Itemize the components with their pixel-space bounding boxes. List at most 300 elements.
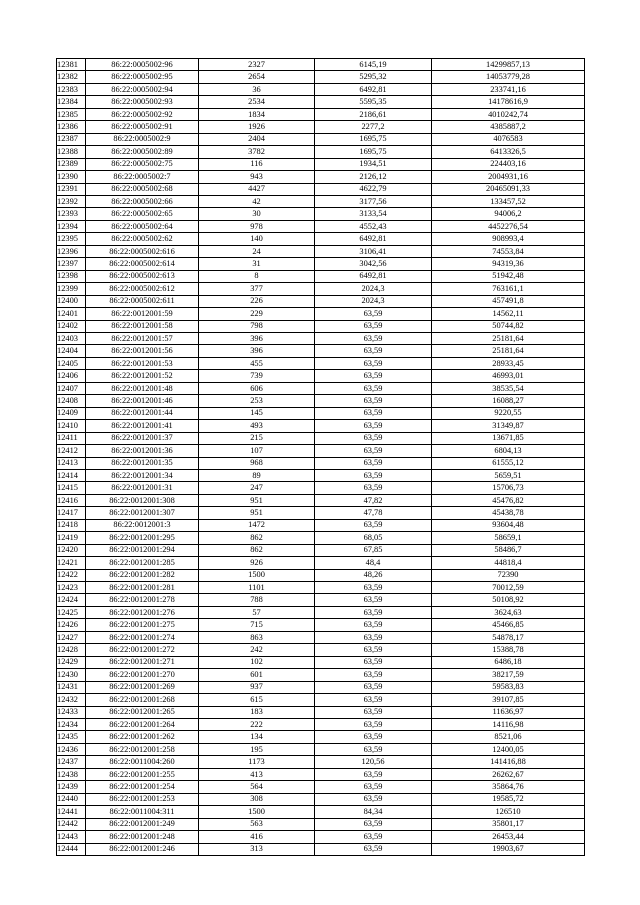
area-cell: 416	[199, 831, 315, 843]
unit-value-cell: 63,59	[315, 420, 432, 432]
cadastral-number-cell: 86:22:0005002:64	[86, 220, 199, 232]
table-row	[57, 457, 585, 469]
table-row	[57, 719, 585, 731]
cadastral-number-cell: 86:22:0012001:255	[86, 768, 199, 780]
table-row	[57, 793, 585, 805]
row-number-cell: 12415	[57, 482, 86, 494]
table-body	[57, 59, 585, 856]
area-cell: 1500	[199, 806, 315, 818]
unit-value-cell: 63,59	[315, 308, 432, 320]
cadastral-number-cell: 86:22:0012001:36	[86, 445, 199, 457]
cadastral-value-cell: 72390	[432, 569, 585, 581]
area-cell: 396	[199, 332, 315, 344]
row-number-cell: 12440	[57, 793, 86, 805]
row-number-cell: 12420	[57, 544, 86, 556]
table-row	[57, 83, 585, 95]
unit-value-cell: 63,59	[315, 793, 432, 805]
cadastral-value-cell: 133457,52	[432, 195, 585, 207]
cadastral-number-cell: 86:22:0011004:311	[86, 806, 199, 818]
cadastral-number-cell: 86:22:0012001:56	[86, 345, 199, 357]
area-cell: 308	[199, 793, 315, 805]
cadastral-number-cell: 86:22:0005002:75	[86, 158, 199, 170]
cadastral-value-cell: 14562,11	[432, 308, 585, 320]
cadastral-number-cell: 86:22:0005002:62	[86, 233, 199, 245]
area-cell: 615	[199, 694, 315, 706]
cadastral-number-cell: 86:22:0012001:248	[86, 831, 199, 843]
table-row	[57, 706, 585, 718]
table-row	[57, 59, 585, 71]
table-row	[57, 831, 585, 843]
cadastral-value-cell: 31349,87	[432, 420, 585, 432]
unit-value-cell: 63,59	[315, 594, 432, 606]
cadastral-value-cell: 14178616,9	[432, 96, 585, 108]
row-number-cell: 12385	[57, 108, 86, 120]
table-row	[57, 245, 585, 257]
unit-value-cell: 63,59	[315, 432, 432, 444]
area-cell: 134	[199, 731, 315, 743]
cadastral-number-cell: 86:22:0012001:295	[86, 532, 199, 544]
row-number-cell: 12394	[57, 220, 86, 232]
row-number-cell: 12389	[57, 158, 86, 170]
table-row	[57, 432, 585, 444]
table-row	[57, 681, 585, 693]
cadastral-number-cell: 86:22:0005002:92	[86, 108, 199, 120]
area-cell: 926	[199, 557, 315, 569]
unit-value-cell: 63,59	[315, 619, 432, 631]
cadastral-value-cell: 35864,76	[432, 781, 585, 793]
area-cell: 1500	[199, 569, 315, 581]
cadastral-number-cell: 86:22:0012001:269	[86, 681, 199, 693]
area-cell: 226	[199, 295, 315, 307]
row-number-cell: 12428	[57, 644, 86, 656]
table-row	[57, 270, 585, 282]
area-cell: 3782	[199, 146, 315, 158]
unit-value-cell: 63,59	[315, 332, 432, 344]
row-number-cell: 12390	[57, 171, 86, 183]
cadastral-number-cell: 86:22:0012001:308	[86, 494, 199, 506]
cadastral-number-cell: 86:22:0005002:94	[86, 83, 199, 95]
cadastral-value-cell: 8521,06	[432, 731, 585, 743]
row-number-cell: 12398	[57, 270, 86, 282]
area-cell: 102	[199, 656, 315, 668]
cadastral-value-cell: 13671,85	[432, 432, 585, 444]
row-number-cell: 12439	[57, 781, 86, 793]
table-row	[57, 731, 585, 743]
cadastral-number-cell: 86:22:0012001:268	[86, 694, 199, 706]
table-row	[57, 532, 585, 544]
row-number-cell: 12397	[57, 258, 86, 270]
area-cell: 564	[199, 781, 315, 793]
area-cell: 36	[199, 83, 315, 95]
table-row	[57, 320, 585, 332]
row-number-cell: 12423	[57, 582, 86, 594]
table-row	[57, 382, 585, 394]
cadastral-number-cell: 86:22:0012001:253	[86, 793, 199, 805]
cadastral-value-cell: 9220,55	[432, 407, 585, 419]
row-number-cell: 12430	[57, 669, 86, 681]
cadastral-number-cell: 86:22:0005002:7	[86, 171, 199, 183]
cadastral-number-cell: 86:22:0012001:278	[86, 594, 199, 606]
unit-value-cell: 48,26	[315, 569, 432, 581]
cadastral-value-cell: 25181,64	[432, 332, 585, 344]
cadastral-value-cell: 12400,05	[432, 743, 585, 755]
unit-value-cell: 47,78	[315, 507, 432, 519]
cadastral-value-cell: 93604,48	[432, 519, 585, 531]
cadastral-value-cell: 39107,85	[432, 694, 585, 706]
cadastral-value-cell: 908993,4	[432, 233, 585, 245]
cadastral-number-cell: 86:22:0012001:258	[86, 743, 199, 755]
unit-value-cell: 63,59	[315, 644, 432, 656]
row-number-cell: 12384	[57, 96, 86, 108]
table-row	[57, 233, 585, 245]
table-row	[57, 818, 585, 830]
unit-value-cell: 3042,56	[315, 258, 432, 270]
area-cell: 862	[199, 532, 315, 544]
row-number-cell: 12411	[57, 432, 86, 444]
unit-value-cell: 63,59	[315, 370, 432, 382]
area-cell: 788	[199, 594, 315, 606]
table-row	[57, 258, 585, 270]
area-cell: 951	[199, 507, 315, 519]
table-row	[57, 644, 585, 656]
cadastral-value-cell: 25181,64	[432, 345, 585, 357]
cadastral-number-cell: 86:22:0005002:612	[86, 283, 199, 295]
unit-value-cell: 1695,75	[315, 146, 432, 158]
table-row	[57, 146, 585, 158]
table-row	[57, 332, 585, 344]
area-cell: 57	[199, 606, 315, 618]
cadastral-value-cell: 35801,17	[432, 818, 585, 830]
cadastral-number-cell: 86:22:0012001:262	[86, 731, 199, 743]
area-cell: 253	[199, 395, 315, 407]
cadastral-number-cell: 86:22:0005002:96	[86, 59, 199, 71]
cadastral-value-cell: 74553,84	[432, 245, 585, 257]
cadastral-value-cell: 46993,01	[432, 370, 585, 382]
cadastral-value-cell: 38535,54	[432, 382, 585, 394]
row-number-cell: 12438	[57, 768, 86, 780]
cadastral-value-cell: 28933,45	[432, 357, 585, 369]
area-cell: 2327	[199, 59, 315, 71]
row-number-cell: 12393	[57, 208, 86, 220]
table-row	[57, 108, 585, 120]
unit-value-cell: 63,59	[315, 843, 432, 855]
unit-value-cell: 2024,3	[315, 283, 432, 295]
row-number-cell: 12404	[57, 345, 86, 357]
cadastral-number-cell: 86:22:0012001:285	[86, 557, 199, 569]
table-row	[57, 158, 585, 170]
area-cell: 229	[199, 308, 315, 320]
table-row	[57, 283, 585, 295]
unit-value-cell: 63,59	[315, 407, 432, 419]
area-cell: 1834	[199, 108, 315, 120]
area-cell: 862	[199, 544, 315, 556]
cadastral-value-cell: 224403,16	[432, 158, 585, 170]
cadastral-value-cell: 59583,83	[432, 681, 585, 693]
row-number-cell: 12433	[57, 706, 86, 718]
table-row	[57, 806, 585, 818]
table-row	[57, 469, 585, 481]
cadastral-number-cell: 86:22:0012001:35	[86, 457, 199, 469]
area-cell: 215	[199, 432, 315, 444]
unit-value-cell: 2024,3	[315, 295, 432, 307]
cadastral-value-cell: 45466,85	[432, 619, 585, 631]
table-row	[57, 494, 585, 506]
unit-value-cell: 5295,32	[315, 71, 432, 83]
area-cell: 8	[199, 270, 315, 282]
unit-value-cell: 63,59	[315, 719, 432, 731]
row-number-cell: 12412	[57, 445, 86, 457]
area-cell: 413	[199, 768, 315, 780]
cadastral-number-cell: 86:22:0012001:57	[86, 332, 199, 344]
row-number-cell: 12408	[57, 395, 86, 407]
table-row	[57, 631, 585, 643]
row-number-cell: 12400	[57, 295, 86, 307]
area-cell: 1926	[199, 121, 315, 133]
cadastral-number-cell: 86:22:0012001:294	[86, 544, 199, 556]
table-row	[57, 606, 585, 618]
cadastral-number-cell: 86:22:0012001:271	[86, 656, 199, 668]
cadastral-value-cell: 58659,1	[432, 532, 585, 544]
area-cell: 493	[199, 420, 315, 432]
row-number-cell: 12399	[57, 283, 86, 295]
row-number-cell: 12403	[57, 332, 86, 344]
area-cell: 943	[199, 171, 315, 183]
table-row	[57, 781, 585, 793]
cadastral-number-cell: 86:22:0012001:270	[86, 669, 199, 681]
cadastral-number-cell: 86:22:0012001:41	[86, 420, 199, 432]
cadastral-value-cell: 50744,82	[432, 320, 585, 332]
area-cell: 798	[199, 320, 315, 332]
cadastral-value-cell: 15388,78	[432, 644, 585, 656]
cadastral-number-cell: 86:22:0012001:34	[86, 469, 199, 481]
unit-value-cell: 63,59	[315, 345, 432, 357]
cadastral-number-cell: 86:22:0011004:260	[86, 756, 199, 768]
cadastral-value-cell: 4010242,74	[432, 108, 585, 120]
unit-value-cell: 2126,12	[315, 171, 432, 183]
unit-value-cell: 63,59	[315, 831, 432, 843]
table-row	[57, 768, 585, 780]
row-number-cell: 12388	[57, 146, 86, 158]
cadastral-value-cell: 6804,13	[432, 445, 585, 457]
cadastral-value-cell: 6486,18	[432, 656, 585, 668]
unit-value-cell: 63,59	[315, 469, 432, 481]
row-number-cell: 12406	[57, 370, 86, 382]
area-cell: 396	[199, 345, 315, 357]
unit-value-cell: 3177,56	[315, 195, 432, 207]
table-row	[57, 694, 585, 706]
cadastral-number-cell: 86:22:0012001:276	[86, 606, 199, 618]
area-cell: 377	[199, 283, 315, 295]
table-row	[57, 594, 585, 606]
area-cell: 89	[199, 469, 315, 481]
table-row	[57, 357, 585, 369]
table-row	[57, 843, 585, 855]
row-number-cell: 12427	[57, 631, 86, 643]
row-number-cell: 12434	[57, 719, 86, 731]
table-row	[57, 582, 585, 594]
unit-value-cell: 3133,54	[315, 208, 432, 220]
table-row	[57, 507, 585, 519]
unit-value-cell: 5595,35	[315, 96, 432, 108]
cadastral-value-cell: 2004931,16	[432, 171, 585, 183]
unit-value-cell: 67,85	[315, 544, 432, 556]
cadastral-number-cell: 86:22:0012001:37	[86, 432, 199, 444]
unit-value-cell: 63,59	[315, 681, 432, 693]
unit-value-cell: 63,59	[315, 320, 432, 332]
row-number-cell: 12441	[57, 806, 86, 818]
row-number-cell: 12431	[57, 681, 86, 693]
unit-value-cell: 2277,2	[315, 121, 432, 133]
area-cell: 2534	[199, 96, 315, 108]
area-cell: 968	[199, 457, 315, 469]
cadastral-number-cell: 86:22:0012001:53	[86, 357, 199, 369]
cadastral-value-cell: 51942,48	[432, 270, 585, 282]
table-row	[57, 569, 585, 581]
cadastral-value-cell: 15706,73	[432, 482, 585, 494]
unit-value-cell: 63,59	[315, 519, 432, 531]
table-row	[57, 96, 585, 108]
row-number-cell: 12437	[57, 756, 86, 768]
cadastral-value-cell: 14299857,13	[432, 59, 585, 71]
row-number-cell: 12418	[57, 519, 86, 531]
cadastral-number-cell: 86:22:0012001:254	[86, 781, 199, 793]
unit-value-cell: 6492,81	[315, 270, 432, 282]
cadastral-value-cell: 4385887,2	[432, 121, 585, 133]
row-number-cell: 12444	[57, 843, 86, 855]
unit-value-cell: 1695,75	[315, 133, 432, 145]
unit-value-cell: 63,59	[315, 781, 432, 793]
unit-value-cell: 6492,81	[315, 233, 432, 245]
unit-value-cell: 47,82	[315, 494, 432, 506]
table-row	[57, 395, 585, 407]
unit-value-cell: 1934,51	[315, 158, 432, 170]
cadastral-value-cell: 70012,59	[432, 582, 585, 594]
cadastral-value-cell: 19585,72	[432, 793, 585, 805]
row-number-cell: 12417	[57, 507, 86, 519]
cadastral-value-cell: 26453,44	[432, 831, 585, 843]
unit-value-cell: 63,59	[315, 357, 432, 369]
table-row	[57, 519, 585, 531]
cadastral-number-cell: 86:22:0012001:44	[86, 407, 199, 419]
cadastral-number-cell: 86:22:0012001:46	[86, 395, 199, 407]
area-cell: 116	[199, 158, 315, 170]
cadastral-number-cell: 86:22:0012001:265	[86, 706, 199, 718]
area-cell: 107	[199, 445, 315, 457]
cadastral-number-cell: 86:22:0005002:93	[86, 96, 199, 108]
unit-value-cell: 4552,43	[315, 220, 432, 232]
cadastral-value-cell: 141416,88	[432, 756, 585, 768]
cadastral-value-cell: 45476,82	[432, 494, 585, 506]
unit-value-cell: 63,59	[315, 656, 432, 668]
area-cell: 455	[199, 357, 315, 369]
cadastral-number-cell: 86:22:0005002:614	[86, 258, 199, 270]
area-cell: 2404	[199, 133, 315, 145]
cadastral-value-cell: 26262,67	[432, 768, 585, 780]
cadastral-number-cell: 86:22:0012001:272	[86, 644, 199, 656]
area-cell: 978	[199, 220, 315, 232]
row-number-cell: 12410	[57, 420, 86, 432]
cadastral-number-cell: 86:22:0005002:611	[86, 295, 199, 307]
table-row	[57, 295, 585, 307]
area-cell: 222	[199, 719, 315, 731]
unit-value-cell: 63,59	[315, 582, 432, 594]
cadastral-number-cell: 86:22:0012001:282	[86, 569, 199, 581]
row-number-cell: 12443	[57, 831, 86, 843]
cadastral-value-cell: 233741,16	[432, 83, 585, 95]
table-row	[57, 308, 585, 320]
unit-value-cell: 120,56	[315, 756, 432, 768]
cadastral-value-cell: 58486,7	[432, 544, 585, 556]
area-cell: 31	[199, 258, 315, 270]
cadastral-value-cell: 5659,51	[432, 469, 585, 481]
row-number-cell: 12382	[57, 71, 86, 83]
table-row	[57, 345, 585, 357]
unit-value-cell: 63,59	[315, 606, 432, 618]
row-number-cell: 12383	[57, 83, 86, 95]
unit-value-cell: 63,59	[315, 482, 432, 494]
table-row	[57, 407, 585, 419]
unit-value-cell: 68,05	[315, 532, 432, 544]
cadastral-value-cell: 457491,8	[432, 295, 585, 307]
area-cell: 2654	[199, 71, 315, 83]
cadastral-number-cell: 86:22:0012001:281	[86, 582, 199, 594]
table-row	[57, 756, 585, 768]
row-number-cell: 12426	[57, 619, 86, 631]
row-number-cell: 12419	[57, 532, 86, 544]
row-number-cell: 12402	[57, 320, 86, 332]
cadastral-value-cell: 3624,63	[432, 606, 585, 618]
area-cell: 951	[199, 494, 315, 506]
row-number-cell: 12413	[57, 457, 86, 469]
cadastral-number-cell: 86:22:0012001:275	[86, 619, 199, 631]
unit-value-cell: 2186,61	[315, 108, 432, 120]
unit-value-cell: 3106,41	[315, 245, 432, 257]
table-row	[57, 121, 585, 133]
cadastral-value-cell: 50108,92	[432, 594, 585, 606]
table-row	[57, 482, 585, 494]
unit-value-cell: 63,59	[315, 743, 432, 755]
cadastral-number-cell: 86:22:0005002:65	[86, 208, 199, 220]
cadastral-number-cell: 86:22:0012001:3	[86, 519, 199, 531]
cadastral-number-cell: 86:22:0012001:59	[86, 308, 199, 320]
area-cell: 1472	[199, 519, 315, 531]
area-cell: 183	[199, 706, 315, 718]
row-number-cell: 12387	[57, 133, 86, 145]
cadastral-value-cell: 20465091,33	[432, 183, 585, 195]
row-number-cell: 12392	[57, 195, 86, 207]
row-number-cell: 12436	[57, 743, 86, 755]
cadastral-number-cell: 86:22:0012001:48	[86, 382, 199, 394]
table-row	[57, 220, 585, 232]
cadastral-value-cell: 45438,78	[432, 507, 585, 519]
cadastral-number-cell: 86:22:0005002:89	[86, 146, 199, 158]
area-cell: 606	[199, 382, 315, 394]
unit-value-cell: 84,34	[315, 806, 432, 818]
cadastral-value-cell: 14116,98	[432, 719, 585, 731]
table-row	[57, 544, 585, 556]
table-row	[57, 171, 585, 183]
cadastral-value-cell: 38217,59	[432, 669, 585, 681]
cadastral-number-cell: 86:22:0012001:264	[86, 719, 199, 731]
cadastral-value-cell: 19903,67	[432, 843, 585, 855]
table-row	[57, 71, 585, 83]
area-cell: 247	[199, 482, 315, 494]
table-row	[57, 195, 585, 207]
cadastral-number-cell: 86:22:0005002:95	[86, 71, 199, 83]
area-cell: 242	[199, 644, 315, 656]
row-number-cell: 12432	[57, 694, 86, 706]
table-row	[57, 370, 585, 382]
